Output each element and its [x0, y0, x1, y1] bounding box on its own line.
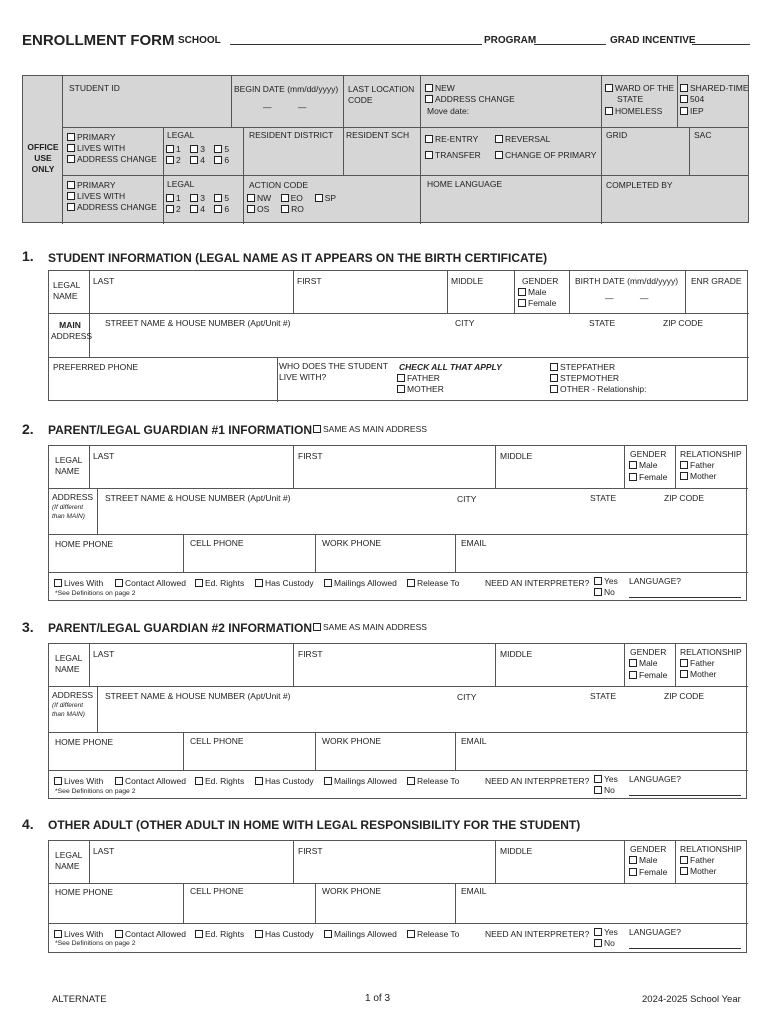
- interpreter-yes-checkbox[interactable]: Yes: [594, 576, 618, 587]
- enr-grade-label: ENR GRADE: [691, 276, 742, 286]
- last-name-label: LAST: [93, 649, 115, 659]
- street-label: STREET NAME & HOUSE NUMBER (Apt/Unit #): [105, 318, 291, 328]
- relationship-mother-checkbox[interactable]: Mother: [680, 471, 716, 482]
- legal-name-label: LEGAL NAME: [55, 850, 83, 872]
- grad-incentive-field[interactable]: [692, 34, 750, 45]
- middle-name-label: MIDDLE: [500, 451, 533, 461]
- office-label: OFFICE USE ONLY: [27, 142, 59, 175]
- homeless-checkbox[interactable]: HOMELESS: [605, 106, 662, 117]
- legal-label: LEGAL: [167, 130, 195, 140]
- section-1-title: STUDENT INFORMATION (LEGAL NAME AS IT APPEARS ON THE BIRTH CERTIFICATE): [48, 251, 548, 265]
- middle-name-label: MIDDLE: [451, 276, 484, 286]
- footer-page-number: 1 of 3: [365, 993, 391, 1004]
- interpreter-yes-checkbox[interactable]: Yes: [594, 774, 618, 785]
- new-checkbox[interactable]: NEW: [425, 83, 455, 94]
- gender-male-checkbox[interactable]: Male: [629, 658, 657, 669]
- gender-female-checkbox[interactable]: Female: [629, 867, 667, 878]
- lives-with-checkbox[interactable]: Lives With: [54, 929, 103, 940]
- program-label: PROGRAM: [484, 35, 537, 46]
- grid-label: GRID: [606, 130, 628, 140]
- see-definitions-note: *See Definitions on page 2: [55, 788, 136, 795]
- action-code-label: ACTION CODE: [249, 180, 309, 190]
- sac-label: SAC: [694, 130, 712, 140]
- if-different-note: (If different than MAIN): [52, 702, 85, 719]
- ward-checkbox[interactable]: WARD OF THE: [605, 83, 674, 94]
- form-header: [22, 32, 750, 52]
- gender-male-checkbox[interactable]: Male: [518, 287, 546, 298]
- first-name-label: FIRST: [297, 276, 322, 286]
- relationship-father-checkbox[interactable]: Father: [680, 460, 715, 471]
- street-label: STREET NAME & HOUSE NUMBER (Apt/Unit #): [105, 493, 291, 503]
- language-input[interactable]: [629, 786, 741, 796]
- home-phone-label: HOME PHONE: [55, 887, 114, 897]
- reversal-checkbox[interactable]: REVERSAL: [495, 134, 550, 145]
- footer-school-year: 2024-2025 School Year: [642, 994, 741, 1005]
- release-to-checkbox[interactable]: Release To: [407, 929, 459, 940]
- address-change-checkbox[interactable]: ADDRESS CHANGE: [425, 94, 515, 105]
- resident-district-label: RESIDENT DISTRICT: [249, 130, 334, 140]
- city-label: CITY: [455, 318, 475, 328]
- language-label: LANGUAGE?: [629, 927, 681, 937]
- relationship-father-checkbox[interactable]: Father: [680, 658, 715, 669]
- school-field[interactable]: [230, 34, 482, 45]
- relationship-label: RELATIONSHIP: [680, 647, 742, 657]
- ed-rights-checkbox[interactable]: Ed. Rights: [195, 578, 244, 589]
- mailings-allowed-checkbox[interactable]: Mailings Allowed: [324, 776, 397, 787]
- preferred-phone-label: PREFERRED PHONE: [53, 362, 139, 372]
- guardian-2-block: [48, 643, 747, 799]
- contact-allowed-checkbox[interactable]: Contact Allowed: [115, 578, 186, 589]
- email-label: EMAIL: [461, 538, 487, 548]
- section-4-number: 4.: [22, 816, 34, 832]
- section-2-number: 2.: [22, 421, 34, 437]
- last-location-label: LAST LOCATION CODE: [348, 84, 415, 106]
- school-label: SCHOOL: [178, 35, 221, 46]
- interpreter-yes-checkbox[interactable]: Yes: [594, 927, 618, 938]
- gender-female-checkbox[interactable]: Female: [629, 670, 667, 681]
- street-label: STREET NAME & HOUSE NUMBER (Apt/Unit #): [105, 691, 291, 701]
- relationship-label: RELATIONSHIP: [680, 844, 742, 854]
- mailings-allowed-checkbox[interactable]: Mailings Allowed: [324, 929, 397, 940]
- address-label: ADDRESS: [52, 492, 94, 502]
- action-code-options[interactable]: NW EO SP OS RO: [247, 193, 336, 216]
- resident-sch-label: RESIDENT SCH: [346, 130, 410, 140]
- work-phone-label: WORK PHONE: [322, 736, 382, 746]
- zip-label: ZIP CODE: [664, 691, 704, 701]
- lives-with-checkbox-2[interactable]: LIVES WITH: [67, 191, 125, 202]
- email-label: EMAIL: [461, 736, 487, 746]
- 504-checkbox[interactable]: 504: [680, 94, 704, 105]
- has-custody-checkbox[interactable]: Has Custody: [255, 929, 314, 940]
- stepmother-checkbox[interactable]: STEPMOTHER: [550, 373, 619, 384]
- state-label: STATE: [589, 318, 616, 328]
- state-label: STATE: [590, 691, 617, 701]
- last-name-label: LAST: [93, 451, 115, 461]
- city-label: CITY: [457, 692, 477, 702]
- gender-male-checkbox[interactable]: Male: [629, 855, 657, 866]
- home-phone-label: HOME PHONE: [55, 539, 114, 549]
- who-lives-with-label: WHO DOES THE STUDENT LIVE WITH?: [279, 361, 388, 383]
- transfer-checkbox[interactable]: TRANSFER: [425, 150, 481, 161]
- has-custody-checkbox[interactable]: Has Custody: [255, 578, 314, 589]
- gender-male-checkbox[interactable]: Male: [629, 460, 657, 471]
- gender-female-checkbox[interactable]: Female: [629, 472, 667, 483]
- interpreter-no-checkbox[interactable]: No: [594, 938, 615, 949]
- mother-checkbox[interactable]: MOTHER: [397, 384, 444, 395]
- section-3-number: 3.: [22, 619, 34, 635]
- section-4-title: OTHER ADULT (OTHER ADULT IN HOME WITH LEGAL RESPONSIBILITY FOR THE STUDENT): [48, 818, 581, 832]
- see-definitions-note: *See Definitions on page 2: [55, 940, 136, 947]
- if-different-note: (If different than MAIN): [52, 504, 85, 521]
- iep-checkbox[interactable]: IEP: [680, 106, 704, 117]
- relationship-father-checkbox[interactable]: Father: [680, 855, 715, 866]
- gender-label: GENDER: [630, 449, 667, 459]
- legal-label-2: LEGAL: [167, 179, 195, 189]
- address-label: ADDRESS: [52, 690, 94, 700]
- work-phone-label: WORK PHONE: [322, 886, 382, 896]
- ed-rights-checkbox[interactable]: Ed. Rights: [195, 776, 244, 787]
- birth-date-label: BIRTH DATE (mm/dd/yyyy): [575, 276, 679, 286]
- first-name-label: FIRST: [298, 451, 323, 461]
- form-title: ENROLLMENT FORM: [22, 32, 175, 49]
- change-primary-checkbox[interactable]: CHANGE OF PRIMARY: [495, 150, 596, 161]
- interpreter-no-checkbox[interactable]: No: [594, 587, 615, 598]
- lives-with-checkbox[interactable]: Lives With: [54, 776, 103, 787]
- last-name-label: LAST: [93, 846, 115, 856]
- other-adult-block: [48, 840, 747, 953]
- gender-label: GENDER: [522, 276, 559, 286]
- relationship-mother-checkbox[interactable]: Mother: [680, 669, 716, 680]
- interpreter-label: NEED AN INTERPRETER?: [485, 578, 590, 588]
- city-label: CITY: [457, 494, 477, 504]
- other-relationship-checkbox[interactable]: OTHER - Relationship:: [550, 384, 646, 395]
- ward-label-2: STATE: [617, 94, 644, 104]
- office-use-block: [22, 75, 749, 223]
- section-2-same-as-checkbox[interactable]: SAME AS MAIN ADDRESS: [313, 424, 427, 435]
- relationship-label: RELATIONSHIP: [680, 449, 742, 459]
- work-phone-label: WORK PHONE: [322, 538, 382, 548]
- begin-date-dashes: — —: [263, 102, 319, 112]
- program-field[interactable]: [534, 34, 606, 45]
- father-checkbox[interactable]: FATHER: [397, 373, 440, 384]
- legal-name-label: LEGAL NAME: [55, 455, 83, 477]
- check-all-label: CHECK ALL THAT APPLY: [399, 362, 502, 372]
- interpreter-label: NEED AN INTERPRETER?: [485, 776, 590, 786]
- legal-name-label: LEGAL NAME: [55, 653, 83, 675]
- release-to-checkbox[interactable]: Release To: [407, 776, 459, 787]
- last-name-input[interactable]: [93, 289, 289, 309]
- stepfather-checkbox[interactable]: STEPFATHER: [550, 362, 615, 373]
- gender-label: GENDER: [630, 647, 667, 657]
- guardian-1-block: [48, 445, 747, 601]
- address-change-checkbox-2[interactable]: ADDRESS CHANGE: [67, 154, 157, 165]
- birth-date-dashes: — —: [605, 293, 661, 303]
- student-info-block: [48, 270, 748, 401]
- zip-label: ZIP CODE: [664, 493, 704, 503]
- lives-with-checkbox[interactable]: LIVES WITH: [67, 143, 125, 154]
- first-name-label: FIRST: [298, 846, 323, 856]
- contact-allowed-checkbox[interactable]: Contact Allowed: [115, 776, 186, 787]
- gender-female-checkbox[interactable]: Female: [518, 298, 556, 309]
- re-entry-checkbox[interactable]: RE-ENTRY: [425, 134, 478, 145]
- address-change-checkbox-3[interactable]: ADDRESS CHANGE: [67, 202, 157, 213]
- language-label: LANGUAGE?: [629, 576, 681, 586]
- gender-label: GENDER: [630, 844, 667, 854]
- cell-phone-label: CELL PHONE: [190, 736, 244, 746]
- move-date-label: Move date:: [427, 106, 470, 116]
- relationship-mother-checkbox[interactable]: Mother: [680, 866, 716, 877]
- section-3-title: PARENT/LEGAL GUARDIAN #2 INFORMATION: [48, 621, 313, 635]
- primary-checkbox[interactable]: PRIMARY: [67, 132, 116, 143]
- legal-options[interactable]: 1 3 5 2 4 6: [166, 144, 229, 167]
- shared-time-checkbox[interactable]: SHARED-TIME: [680, 83, 749, 94]
- release-to-checkbox[interactable]: Release To: [407, 578, 459, 589]
- email-label: EMAIL: [461, 886, 487, 896]
- first-name-label: FIRST: [298, 649, 323, 659]
- grad-incentive-label: GRAD INCENTIVE: [610, 35, 696, 46]
- language-input[interactable]: [629, 939, 741, 949]
- state-label: STATE: [590, 493, 617, 503]
- primary-checkbox-2[interactable]: PRIMARY: [67, 180, 116, 191]
- interpreter-no-checkbox[interactable]: No: [594, 785, 615, 796]
- begin-date-label: BEGIN DATE (mm/dd/yyyy): [234, 84, 339, 94]
- mailings-allowed-checkbox[interactable]: Mailings Allowed: [324, 578, 397, 589]
- ed-rights-checkbox[interactable]: Ed. Rights: [195, 929, 244, 940]
- cell-phone-label: CELL PHONE: [190, 538, 244, 548]
- legal-options-2[interactable]: 1 3 5 2 4 6: [166, 193, 229, 216]
- section-2-title: PARENT/LEGAL GUARDIAN #1 INFORMATION: [48, 423, 313, 437]
- see-definitions-note: *See Definitions on page 2: [55, 590, 136, 597]
- home-language-label: HOME LANGUAGE: [427, 179, 503, 189]
- language-input[interactable]: [629, 588, 741, 598]
- interpreter-label: NEED AN INTERPRETER?: [485, 929, 590, 939]
- completed-by-label: COMPLETED BY: [606, 180, 673, 190]
- cell-phone-label: CELL PHONE: [190, 886, 244, 896]
- student-id-label: STUDENT ID: [69, 83, 120, 93]
- language-label: LANGUAGE?: [629, 774, 681, 784]
- first-name-input[interactable]: [297, 289, 443, 309]
- contact-allowed-checkbox[interactable]: Contact Allowed: [115, 929, 186, 940]
- main-address-label: MAIN ADDRESS: [51, 320, 93, 342]
- lives-with-checkbox[interactable]: Lives With: [54, 578, 103, 589]
- has-custody-checkbox[interactable]: Has Custody: [255, 776, 314, 787]
- middle-name-label: MIDDLE: [500, 846, 533, 856]
- zip-label: ZIP CODE: [663, 318, 703, 328]
- last-name-label: LAST: [93, 276, 115, 286]
- section-3-same-as-checkbox[interactable]: SAME AS MAIN ADDRESS: [313, 622, 427, 633]
- home-phone-label: HOME PHONE: [55, 737, 114, 747]
- middle-name-label: MIDDLE: [500, 649, 533, 659]
- legal-name-label: LEGAL NAME: [53, 280, 81, 302]
- footer-alternate: ALTERNATE: [52, 994, 107, 1005]
- section-1-number: 1.: [22, 248, 34, 264]
